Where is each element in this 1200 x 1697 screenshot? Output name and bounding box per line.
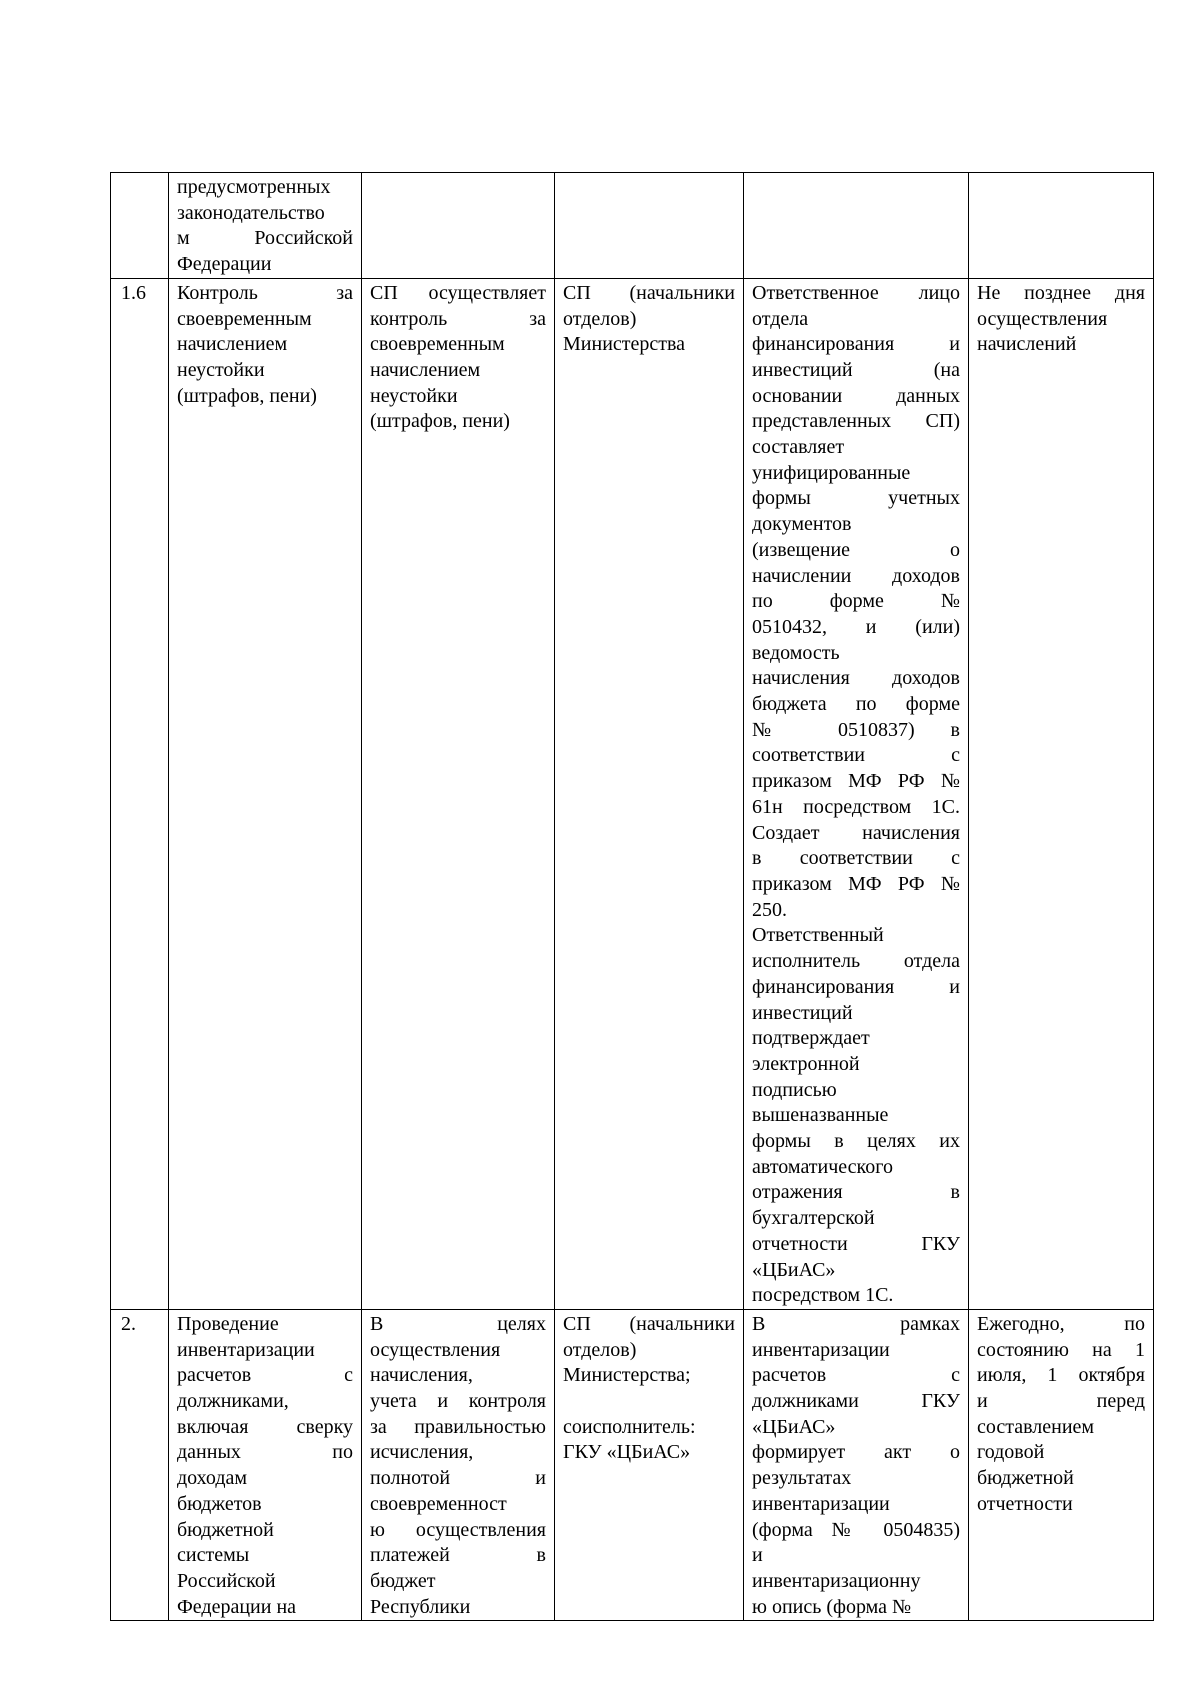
cell-text-line: осуществления: [977, 307, 1108, 330]
cell-text-line: инвентаризации: [177, 1338, 315, 1361]
cell-text-line: бюджетов: [177, 1492, 262, 1515]
table-row: [111, 1309, 1154, 1620]
cell-text-line: соисполнитель:: [563, 1415, 696, 1438]
cell-text-line: унифицированные: [752, 461, 911, 484]
cell-text-line: Ежегодно, по: [977, 1312, 1145, 1335]
cell-text-line: посредством 1С.: [752, 1284, 894, 1307]
table-row: [111, 173, 1154, 279]
cell-text-line: платежей в: [370, 1544, 546, 1567]
cell-text-line: законодательство: [177, 201, 325, 224]
cell-text-line: финансирования и: [752, 975, 960, 998]
cell-text-line: контроль за: [370, 307, 546, 330]
cell-text-line: Проведение: [177, 1312, 279, 1335]
cell-text-line: приказом МФ РФ №: [752, 872, 960, 895]
cell-description: [169, 278, 362, 1309]
cell-text-line: (штрафов, пени): [370, 410, 510, 433]
cell-text-line: инвентаризационну: [752, 1569, 921, 1592]
cell-text-line: бюджет: [370, 1569, 436, 1592]
cell-text-line: предусмотренных: [177, 176, 331, 198]
cell-text-line: соответствии с: [752, 744, 960, 767]
cell-text-line: (штрафов, пени): [177, 384, 317, 407]
row-number: [111, 173, 169, 279]
cell-responsible: [555, 278, 744, 1309]
cell-text-line: 0510432, и (или): [752, 615, 960, 638]
cell-responsible: [555, 1309, 744, 1620]
cell-text-line: Министерства;: [563, 1364, 691, 1387]
cell-text-line: 250.: [752, 898, 787, 921]
cell-text-line: составлением: [977, 1415, 1095, 1438]
cell-text-line: системы: [177, 1544, 250, 1567]
cell-text-line: Республики: [370, 1595, 471, 1618]
cell-deadline: [969, 278, 1154, 1309]
cell-text-line: м Российской: [177, 227, 353, 250]
cell-text-line: и: [752, 1544, 763, 1567]
cell-text-line: бюджетной: [177, 1518, 274, 1541]
cell-text-line: расчетов с: [752, 1364, 960, 1387]
cell-text-line: инвентаризации: [752, 1492, 890, 1515]
cell-text-line: и перед: [977, 1390, 1145, 1413]
cell-actions: [744, 173, 969, 279]
cell-text-line: отражения в: [752, 1181, 960, 1204]
table-row: [111, 278, 1154, 1309]
cell-text-line: расчетов с: [177, 1364, 353, 1387]
cell-description: [169, 1309, 362, 1620]
cell-text-line: начисления,: [370, 1364, 473, 1387]
cell-text-line: финансирования и: [752, 333, 960, 356]
cell-text-line: Ответственный: [752, 924, 884, 947]
cell-text-line: подписью: [752, 1078, 837, 1101]
cell-text-line: «ЦБиАС»: [752, 1415, 836, 1438]
cell-text-line: (извещение о: [752, 538, 960, 561]
procedures-table: [110, 172, 1154, 1621]
cell-text-line: исполнитель отдела: [752, 950, 960, 973]
row-number: 1.6: [111, 278, 169, 1309]
cell-text-line: В рамках: [752, 1312, 960, 1335]
cell-text-line: отчетности ГКУ: [752, 1232, 960, 1255]
cell-text-line: приказом МФ РФ №: [752, 770, 960, 793]
cell-text-line: Министерства: [563, 333, 686, 356]
cell-text-line: неустойки: [370, 384, 458, 407]
cell-text-line: Ответственное лицо: [752, 281, 960, 304]
cell-text-line: 61н посредством 1С.: [752, 795, 960, 818]
cell-text-line: основании данных: [752, 384, 960, 407]
cell-text-line: электронной: [752, 1052, 860, 1075]
cell-text-line: своевременност: [370, 1492, 507, 1515]
cell-text-line: инвестиций (на: [752, 358, 960, 381]
cell-text-line: Контроль за: [177, 281, 353, 304]
cell-content: [362, 1309, 555, 1620]
cell-text-line: бюджетной: [977, 1467, 1074, 1490]
cell-text-line: доходам: [177, 1467, 248, 1490]
cell-deadline: [969, 173, 1154, 279]
cell-text-line: по форме №: [752, 590, 960, 613]
cell-text-line: ГКУ «ЦБиАС»: [563, 1441, 691, 1464]
cell-text-line: июля, 1 октября: [977, 1364, 1145, 1387]
cell-text-line: Федерации на: [177, 1595, 297, 1618]
cell-text-line: начислением: [370, 358, 481, 381]
cell-text-line: бюджета по форме: [752, 693, 960, 716]
cell-text-line: отдела: [752, 307, 809, 330]
cell-text-line: ю опись (форма №: [752, 1595, 912, 1618]
cell-text-line: Федерации: [177, 253, 272, 276]
cell-text-line: в соответствии с: [752, 847, 960, 870]
cell-text-line: (форма № 0504835): [752, 1518, 960, 1541]
cell-text-line: включая сверку: [177, 1415, 353, 1438]
cell-text-line: за правильностью: [370, 1415, 546, 1438]
cell-text-line: формы в целях их: [752, 1130, 960, 1153]
row-number: 2.: [111, 1309, 169, 1620]
cell-text-line: своевременным: [370, 333, 505, 356]
cell-text-line: № 0510837) в: [752, 718, 960, 741]
cell-text-line: автоматического: [752, 1155, 893, 1178]
cell-text-line: формы учетных: [752, 487, 960, 510]
cell-text-line: учета и контроля: [370, 1390, 546, 1413]
cell-text-line: Российской: [177, 1569, 276, 1592]
cell-text-line: бухгалтерской: [752, 1207, 875, 1230]
cell-text-line: формирует акт о: [752, 1441, 960, 1464]
cell-text-line: СП осуществляет: [370, 281, 546, 304]
cell-content: [362, 173, 555, 279]
cell-text-line: подтверждает: [752, 1027, 870, 1050]
cell-text-line: [563, 1389, 735, 1415]
cell-text-line: СП (начальники: [563, 281, 735, 304]
cell-text-line: СП (начальники: [563, 1312, 735, 1335]
cell-text-line: Не позднее дня: [977, 281, 1145, 304]
cell-text-line: отделов): [563, 1338, 637, 1361]
cell-text-line: отчетности: [977, 1492, 1073, 1515]
cell-text-line: «ЦБиАС»: [752, 1258, 836, 1281]
cell-text-line: результатах: [752, 1467, 852, 1490]
cell-text-line: должниками ГКУ: [752, 1390, 960, 1413]
cell-text-line: исчисления,: [370, 1441, 474, 1464]
cell-text-line: Создает начисления: [752, 821, 960, 844]
cell-responsible: [555, 173, 744, 279]
cell-text-line: документов: [752, 513, 852, 536]
cell-text-line: инвестиций: [752, 1001, 853, 1024]
cell-actions: [744, 278, 969, 1309]
cell-text-line: ю осуществления: [370, 1518, 546, 1541]
cell-text-line: полнотой и: [370, 1467, 546, 1490]
cell-text-line: начислении доходов: [752, 564, 960, 587]
cell-text-line: годовой: [977, 1441, 1045, 1464]
cell-text-line: состоянию на 1: [977, 1338, 1145, 1361]
cell-description: [169, 173, 362, 279]
cell-text-line: вышеназванные: [752, 1104, 889, 1127]
cell-text-line: отделов): [563, 307, 637, 330]
cell-text-line: представленных СП): [752, 410, 960, 433]
cell-text-line: инвентаризации: [752, 1338, 890, 1361]
cell-text-line: начислений: [977, 333, 1077, 356]
cell-text-line: составляет: [752, 436, 845, 459]
cell-text-line: начисления доходов: [752, 667, 960, 690]
cell-text-line: начислением: [177, 333, 288, 356]
cell-text-line: данных по: [177, 1441, 353, 1464]
cell-text-line: неустойки: [177, 358, 265, 381]
cell-text-line: своевременным: [177, 307, 312, 330]
cell-text-line: В целях: [370, 1312, 546, 1335]
cell-deadline: [969, 1309, 1154, 1620]
cell-content: [362, 278, 555, 1309]
cell-text-line: должниками,: [177, 1390, 289, 1413]
cell-actions: [744, 1309, 969, 1620]
cell-text-line: осуществления: [370, 1338, 501, 1361]
cell-text-line: ведомость: [752, 641, 840, 664]
